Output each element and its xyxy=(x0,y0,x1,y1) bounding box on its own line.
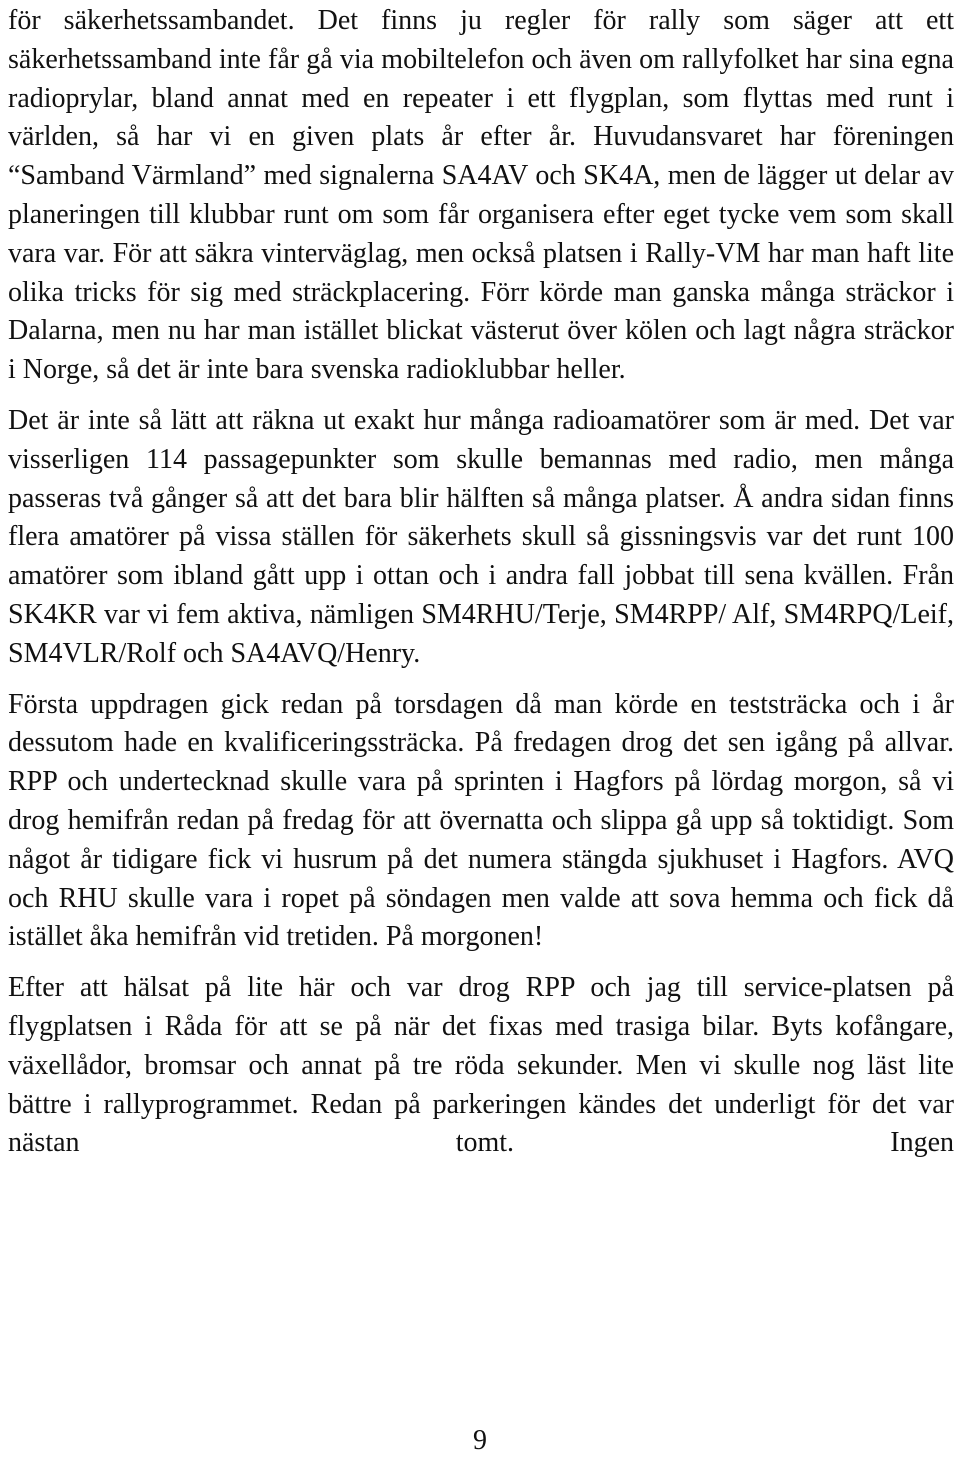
page-number: 9 xyxy=(473,1425,487,1456)
document-page xyxy=(8,2,954,1163)
paragraph-2: Det är inte så lätt att räkna ut exakt hur många radioamatörer som är med. Det var visserligen 114 passagepunkter som skulle bemannas med radio, men många passeras två gånger så att det bara blir hälften så många platser. Å andra sidan finns flera amatörer på vissa ställen för säkerhets skull så gissningsvis var det runt 100 amatörer som ibland gått upp i ottan och i andra fall jobbat till sena kvällen. Från SK4KR var vi fem aktiva, nämligen SM4RHU/Terje, SM4RPP/ Alf, SM4RPQ/Leif, SM4VLR/Rolf och SA4AVQ/Henry. xyxy=(8,404,954,669)
paragraph-1: för säkerhetssambandet. Det finns ju regler för rally som säger att ett säkerhetssamband inte får gå via mobiltelefon och även om rallyfolket har sina egna radioprylar, bland annat med en repeater i ett flygplan, som flyttas med runt i världen, så har vi en given plats år efter år. Huvudansvaret har föreningen “Samband Värmland” med signalerna SA4AV och SK4A, men de lägger ut delar av planeringen till klubbar runt om som får organisera efter eget tycke vem som skall vara var. För att säkra vinterväglag, men också platsen i Rally-VM har man haft lite olika tricks för sig med sträckplacering. Förr körde man ganska många sträckor i Dalarna, men nu har man istället blickat västerut över kölen och lagt några sträckor i Norge, så det är inte bara svenska radioklubbar heller. xyxy=(8,5,954,386)
paragraph-4: Efter att hälsat på lite här och var drog RPP och jag till service-platsen på flygplatsen i Råda för att se på när det fixas med trasiga bilar. Byts kofångare, växellådor, bromsar och annat på tre röda sekunder. Men vi skulle nog läst lite bättre i rallyprogrammet. Redan på parkeringen kändes det underligt för det var nästan tomt. Ingen xyxy=(8,972,954,1159)
paragraph-3: Första uppdragen gick redan på torsdagen då man körde en teststräcka och i år dessutom hade en kvalificeringssträcka. På fredagen drog det sen igång på allvar. RPP och undertecknad skulle vara på sprinten i Hagfors på lördag morgon, så vi drog hemifrån redan på fredag för att övernatta och slippa gå upp så toktidigt. Som något år tidigare fick vi husrum på det numera stängda sjukhuset i Hagfors. AVQ och RHU skulle vara i ropet på söndagen men valde att sova hemma och fick då istället åka hemifrån vid tretiden. På morgonen! xyxy=(8,688,954,953)
